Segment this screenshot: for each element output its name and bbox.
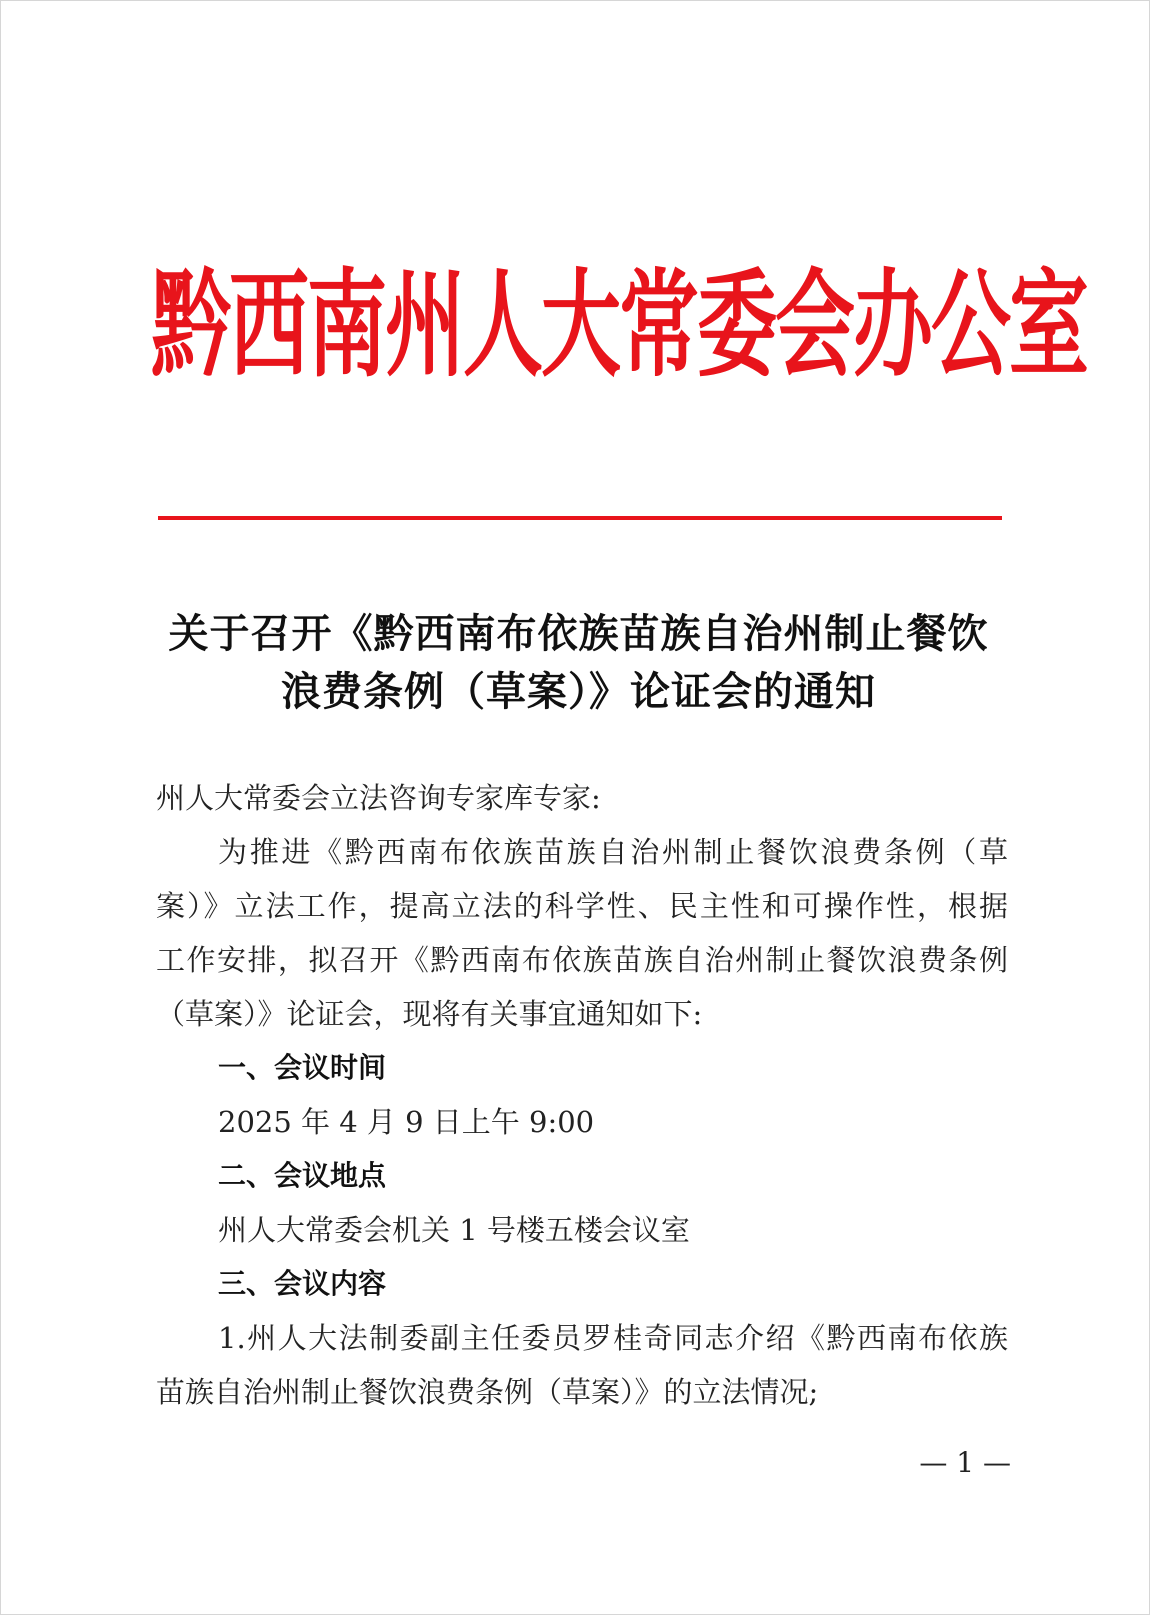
page-number: — 1 — <box>919 1446 1011 1479</box>
document-title-line-1: 关于召开《黔西南布依族苗族自治州制止餐饮 <box>168 610 989 657</box>
content-item-1-line-1: 1.州人大法制委副主任委员罗桂奇同志介绍《黔西南布依族 <box>218 1321 1008 1355</box>
document-body <box>156 771 1008 1419</box>
section-heading-time: 一、会议时间 <box>218 1051 387 1084</box>
masthead <box>151 256 1087 396</box>
masthead-title: 黔西南州人大常委会办公室 <box>151 257 1087 393</box>
document-title <box>151 605 1006 721</box>
meeting-place: 州人大常委会机关 1 号楼五楼会议室 <box>218 1213 690 1247</box>
intro-line-2: 案）》立法工作，提高立法的科学性、民主性和可操作性，根据 <box>156 889 1008 923</box>
intro-line-4: （草案）》论证会，现将有关事宜通知如下: <box>156 997 703 1031</box>
addressee: 州人大常委会立法咨询专家库专家: <box>156 781 601 815</box>
content-item-1-line-2: 苗族自治州制止餐饮浪费条例（草案）》的立法情况; <box>156 1375 819 1409</box>
section-heading-place: 二、会议地点 <box>218 1159 387 1192</box>
intro-line-3: 工作安排，拟召开《黔西南布依族苗族自治州制止餐饮浪费条例 <box>156 943 1008 977</box>
meeting-time: 2025 年 4 月 9 日上午 9:00 <box>218 1105 595 1139</box>
red-divider-line <box>158 516 1002 520</box>
intro-line-1: 为推进《黔西南布依族苗族自治州制止餐饮浪费条例（草 <box>218 835 1008 869</box>
document-title-line-2: 浪费条例（草案）》论证会的通知 <box>281 668 876 715</box>
section-heading-content: 三、会议内容 <box>218 1267 387 1300</box>
